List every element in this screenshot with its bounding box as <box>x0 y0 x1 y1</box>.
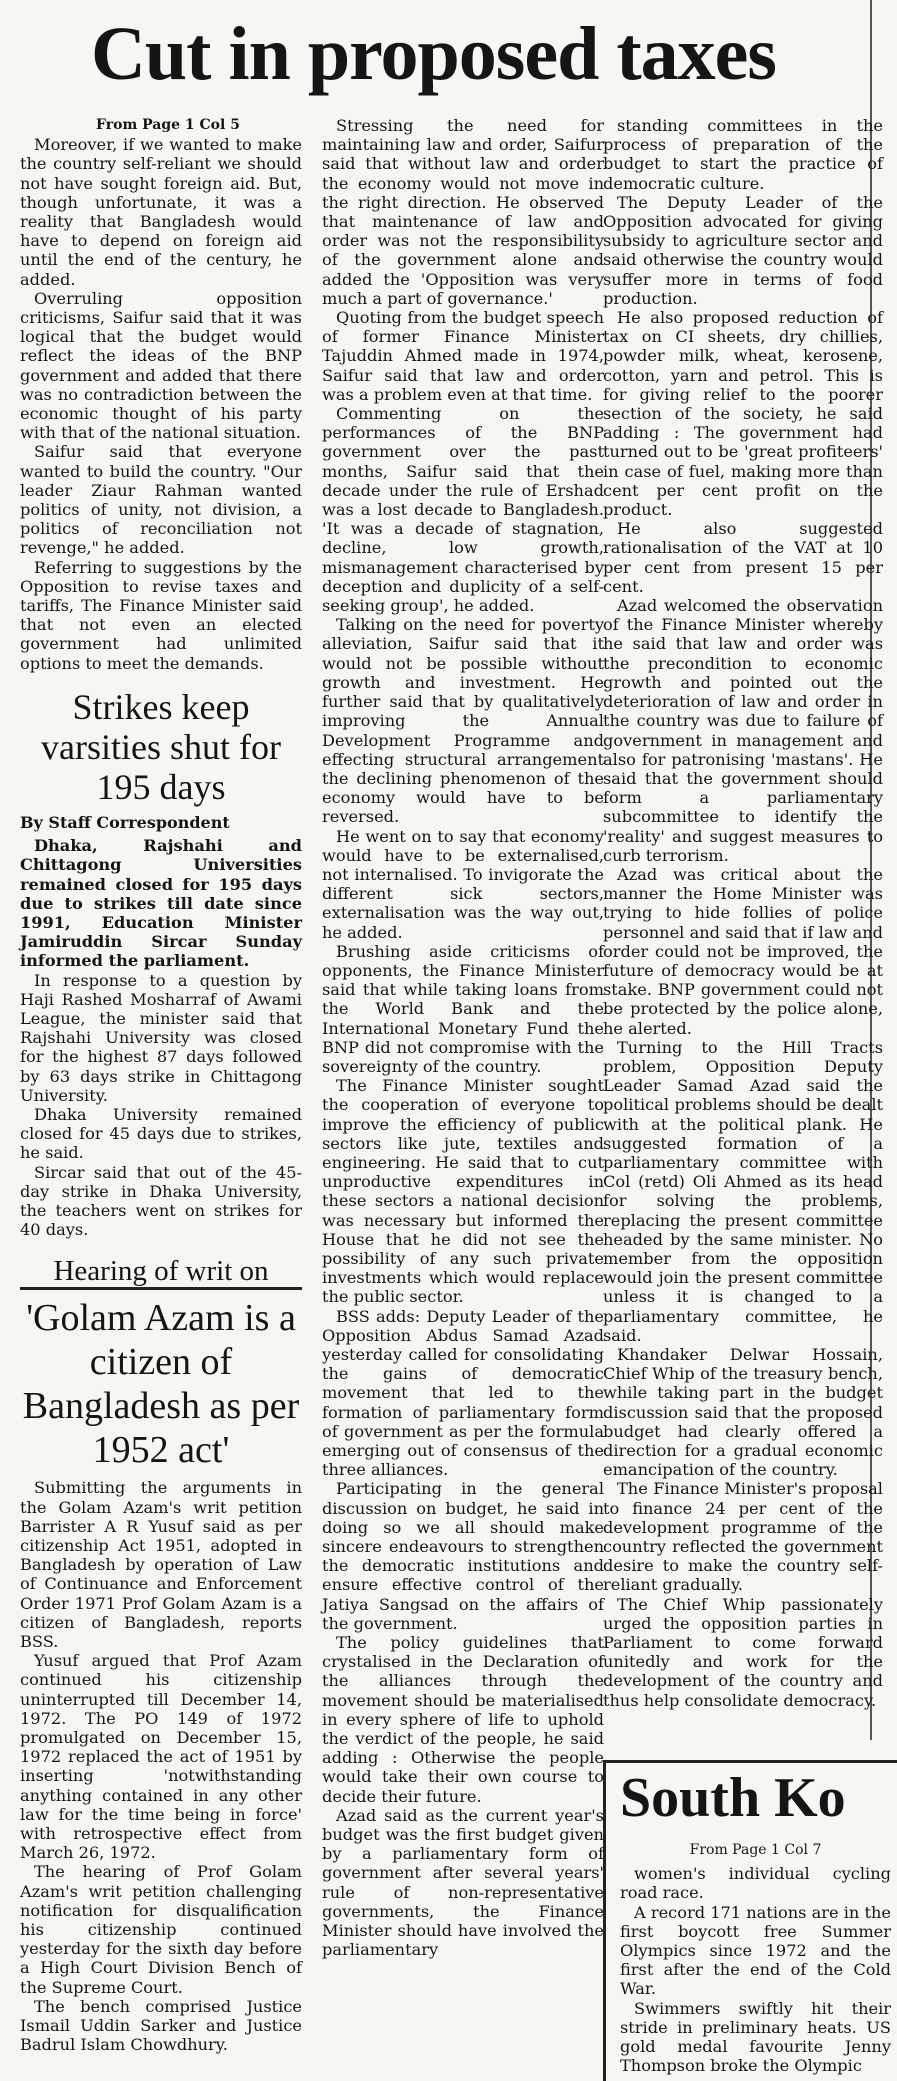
south-korea-headline: South Ko <box>620 1767 846 1829</box>
strikes-headline: Strikes keep varsities shut for 195 days <box>41 686 281 807</box>
paragraph: Referring to suggestions by the Opposition to revise taxes and tariffs, The Finance Minister said that not even an elected government had unlimited options to meet the demands. <box>20 557 302 673</box>
headline: Cut in proposed taxes <box>91 12 776 96</box>
paragraph: Khandaker Delwar Hossain, Chief Whip of the treasury bench, while taking part in the budget discussion said that the proposed budget had clearly offered a direction for a gradual economic emancipation of the country. <box>603 1345 883 1480</box>
paragraph: Commenting on the performances of the BNP government over the past months, Saifur said that the decade under the rule of Ershad was a lost decade to Bangladesh. 'It was a decade of stagnation, decline, low growth, mismanagement characterised by deception and duplicity of a self-seeking group', he added. <box>322 404 604 616</box>
paragraph: The Deputy Leader of the Opposition advocated for giving subsidy to agriculture sector and said otherwise the country would suffer more in terms of food production. <box>603 192 883 308</box>
paragraph: Swimmers swiftly hit their stride in preliminary heats. US gold medal favourite Jenny Thompson broke the Olympic <box>620 1998 891 2076</box>
strikes-story <box>20 836 302 1239</box>
paragraph: Moreover, if we wanted to make the country self-reliant we should not have sought foreign aid. But, though unfortunate, it was a reality that Bangladesh would have to depend on foreign aid until the end of the century, he added. <box>20 135 302 289</box>
main-story-part-3 <box>603 116 883 1710</box>
paragraph: Stressing the need for maintaining law and order, Saifur said that without law and order the economy would not move in the right direction. He observed that maintenance of law and order was not the responsibility of the government alone and added the 'Opposition was very much a part of governance.' <box>322 116 604 308</box>
paragraph: A record 171 nations are in the first boycott free Summer Olympics since 1972 and the first after the end of the Cold War. <box>620 1902 892 1999</box>
south-story <box>620 1864 891 2075</box>
main-story-part-1 <box>20 135 302 673</box>
paragraph: He also suggested rationalisation of the VAT at 10 per cent from present 15 per cent. <box>603 519 883 596</box>
writ-headline: 'Golam Azam is a citizen of Bangladesh as per 1952 act' <box>22 1297 300 1472</box>
writ-story <box>20 1478 302 2054</box>
paragraph: He went on to say that economy would have to be externalised, not internalised. To invigorate the different sick sectors, externalisation was the way out, he added. <box>322 826 604 942</box>
paragraph: Sircar said that out of the 45-day strike in Dhaka University, the teachers went on strikes for 40 days. <box>20 1162 302 1240</box>
paragraph: standing committees in the process of preparation of the budget to start the practice of democratic culture. <box>603 116 883 193</box>
paragraph: Dhaka, Rajshahi and Chittagong Universities remained closed for 195 days due to strikes till date since 1991, Education Minister Jamiruddin Sircar Sunday informed the parliament. <box>20 836 302 971</box>
paragraph: The Finance Minister's proposal to finance 24 per cent of the development programme of the country reflected the government desire to make the country self-reliant gradually. <box>603 1479 883 1595</box>
paragraph: Turning to the Hill Tracts problem, Opposition Deputy Leader Samad Azad said the political problems should be dealt with at the political plank. He suggested formation of a parliamentary committee with Col (retd) Oli Ahmed as its head for solving the problems, replacing the present committee headed by the same minister. No member from the opposition would join the present committee unless it is changed to a parliamentary committee, he said. <box>603 1037 883 1345</box>
paragraph: The hearing of Prof Golam Azam's writ petition challenging notification for disqualification his citizenship continued yesterday for the sixth day before a High Court Division Bench of the Supreme Court. <box>20 1862 302 1997</box>
strikes-byline: By Staff Correspondent <box>20 812 230 832</box>
paragraph: women's individual cycling road race. <box>620 1864 891 1903</box>
paragraph: Azad welcomed the observation of the Finance Minister whereby he said that law and order was the precondition to economic growth and pointed out the deterioration of law and order in the country was due to failure of government in management and also for patronising 'mastans'. He said that the government should form a parliamentary subcommittee to identify the 'reality' and suggest measures to curb terrorism. <box>603 596 883 865</box>
jump-line: From Page 1 Col 5 <box>96 117 240 133</box>
paragraph: Participating in the general discussion on budget, he said in doing so we all should make sincere endeavours to strengthen the democratic institutions and ensure effective control of the Jatiya Sangsad on the affairs of the government. <box>322 1479 604 1633</box>
paragraph: The bench comprised Justice Ismail Uddin Sarker and Justice Badrul Islam Chowdhury. <box>20 1996 302 2055</box>
paragraph: Talking on the need for poverty alleviation, Saifur said that it would not be possible without growth and investment. He further said that by qualitatively improving the Annual Development Programme and effecting structural arrangement the declining phenomenon of the economy would have to be reversed. <box>322 615 604 827</box>
column-1 <box>20 116 302 2054</box>
paragraph: Overruling opposition criticisms, Saifur said that it was logical that the budget would reflect the ideas of the BNP government and added that there was no contradiction between the economic thought of his party with that of the national situation. <box>20 288 302 443</box>
paragraph: The Chief Whip passionately urged the opposition parties in Parliament to come forward unitedly and work for the development of the country and thus help consolidate democracy. <box>603 1594 883 1710</box>
paragraph: In response to a question by Haji Rashed Mosharraf of Awami League, the minister said that Rajshahi University was closed for the highest 87 days followed by 63 days strike in Chittagong University. <box>20 970 302 1105</box>
paragraph: The policy guidelines that crystalised in the Declaration of the alliances through the movement should be materialised in every sphere of life to uphold the verdict of the people, he said adding : Otherwise the people would take their own course to decide their future. <box>322 1633 604 1806</box>
south-jump-line: From Page 1 Col 7 <box>689 1842 822 1858</box>
paragraph: Submitting the arguments in the Golam Azam's writ petition Barrister A R Yusuf said as per citizenship Act 1951, adopted in Bangladesh by operation of Law of Continuance and Enforcement Order 1971 Prof Golam Azam is a citizen of Bangladesh, reports BSS. <box>20 1478 302 1651</box>
paragraph: Yusuf argued that Prof Azam continued his citizenship uninterrupted till December 14, 1972. The PO 149 of 1972 promulgated on December 15, 1972 replaced the act of 1951 by inserting 'notwithstanding anything contained in any other law for the time being in force' with retrospective effect from March 26, 1972. <box>20 1651 302 1863</box>
paragraph: Dhaka University remained closed for 45 days due to strikes, he said. <box>20 1104 302 1163</box>
paragraph: BSS adds: Deputy Leader of the Opposition Abdus Samad Azad yesterday called for consolidating the gains of democratic movement that led to the formation of parliamentary form of government as per the formula emerging out of consensus of the three alliances. <box>322 1306 604 1480</box>
column-2 <box>322 116 604 1960</box>
paragraph: Azad was critical about the manner the Home Minister was trying to hide follies of police personnel and said that if law and order could not be improved, the future of democracy would be at stake. BNP government could not be protected by the police alone, he alerted. <box>603 864 883 1038</box>
column-3 <box>603 116 883 1710</box>
paragraph: Saifur said that everyone wanted to build the country. "Our leader Ziaur Rahman wanted politics of unity, not division, a politics of reconciliation not revenge," he added. <box>20 442 302 558</box>
paragraph: He also proposed reduction of tax on CI sheets, dry chillies, powder milk, wheat, kerosene, cotton, yarn and petrol. This is for giving relief to the poorer section of the society, he said adding : The government had turned out to be 'great profiteers' in case of fuel, making more than cent per cent profit on the product. <box>603 308 883 520</box>
main-story-part-2 <box>322 116 604 1960</box>
paragraph: Brushing aside criticisms of opponents, the Finance Minister said that while taking loans from the World Bank and the International Monetary Fund the BNP did not compromise with the sovereignty of the country. <box>322 941 604 1076</box>
south-korea-story <box>603 1760 897 2081</box>
paragraph: The Finance Minister sought the cooperation of everyone to improve the efficiency of public sectors like jute, textiles and engineering. He said that to cut unproductive expenditures in these sectors a national decision was necessary but informed the House that he did not see the possibility of any such private investments which would replace the public sector. <box>322 1076 604 1307</box>
writ-kicker: Hearing of writ on <box>20 1255 302 1290</box>
paragraph: Azad said as the current year's budget was the first budget given by a parliamentary form of government after several years' rule of non-representative governments, the Finance Minister should have involved the parliamentary <box>322 1805 604 1960</box>
paragraph: Quoting from the budget speech of former Finance Minister Tajuddin Ahmed made in 1974, Saifur said that law and order was a problem even at that time. <box>322 308 604 404</box>
